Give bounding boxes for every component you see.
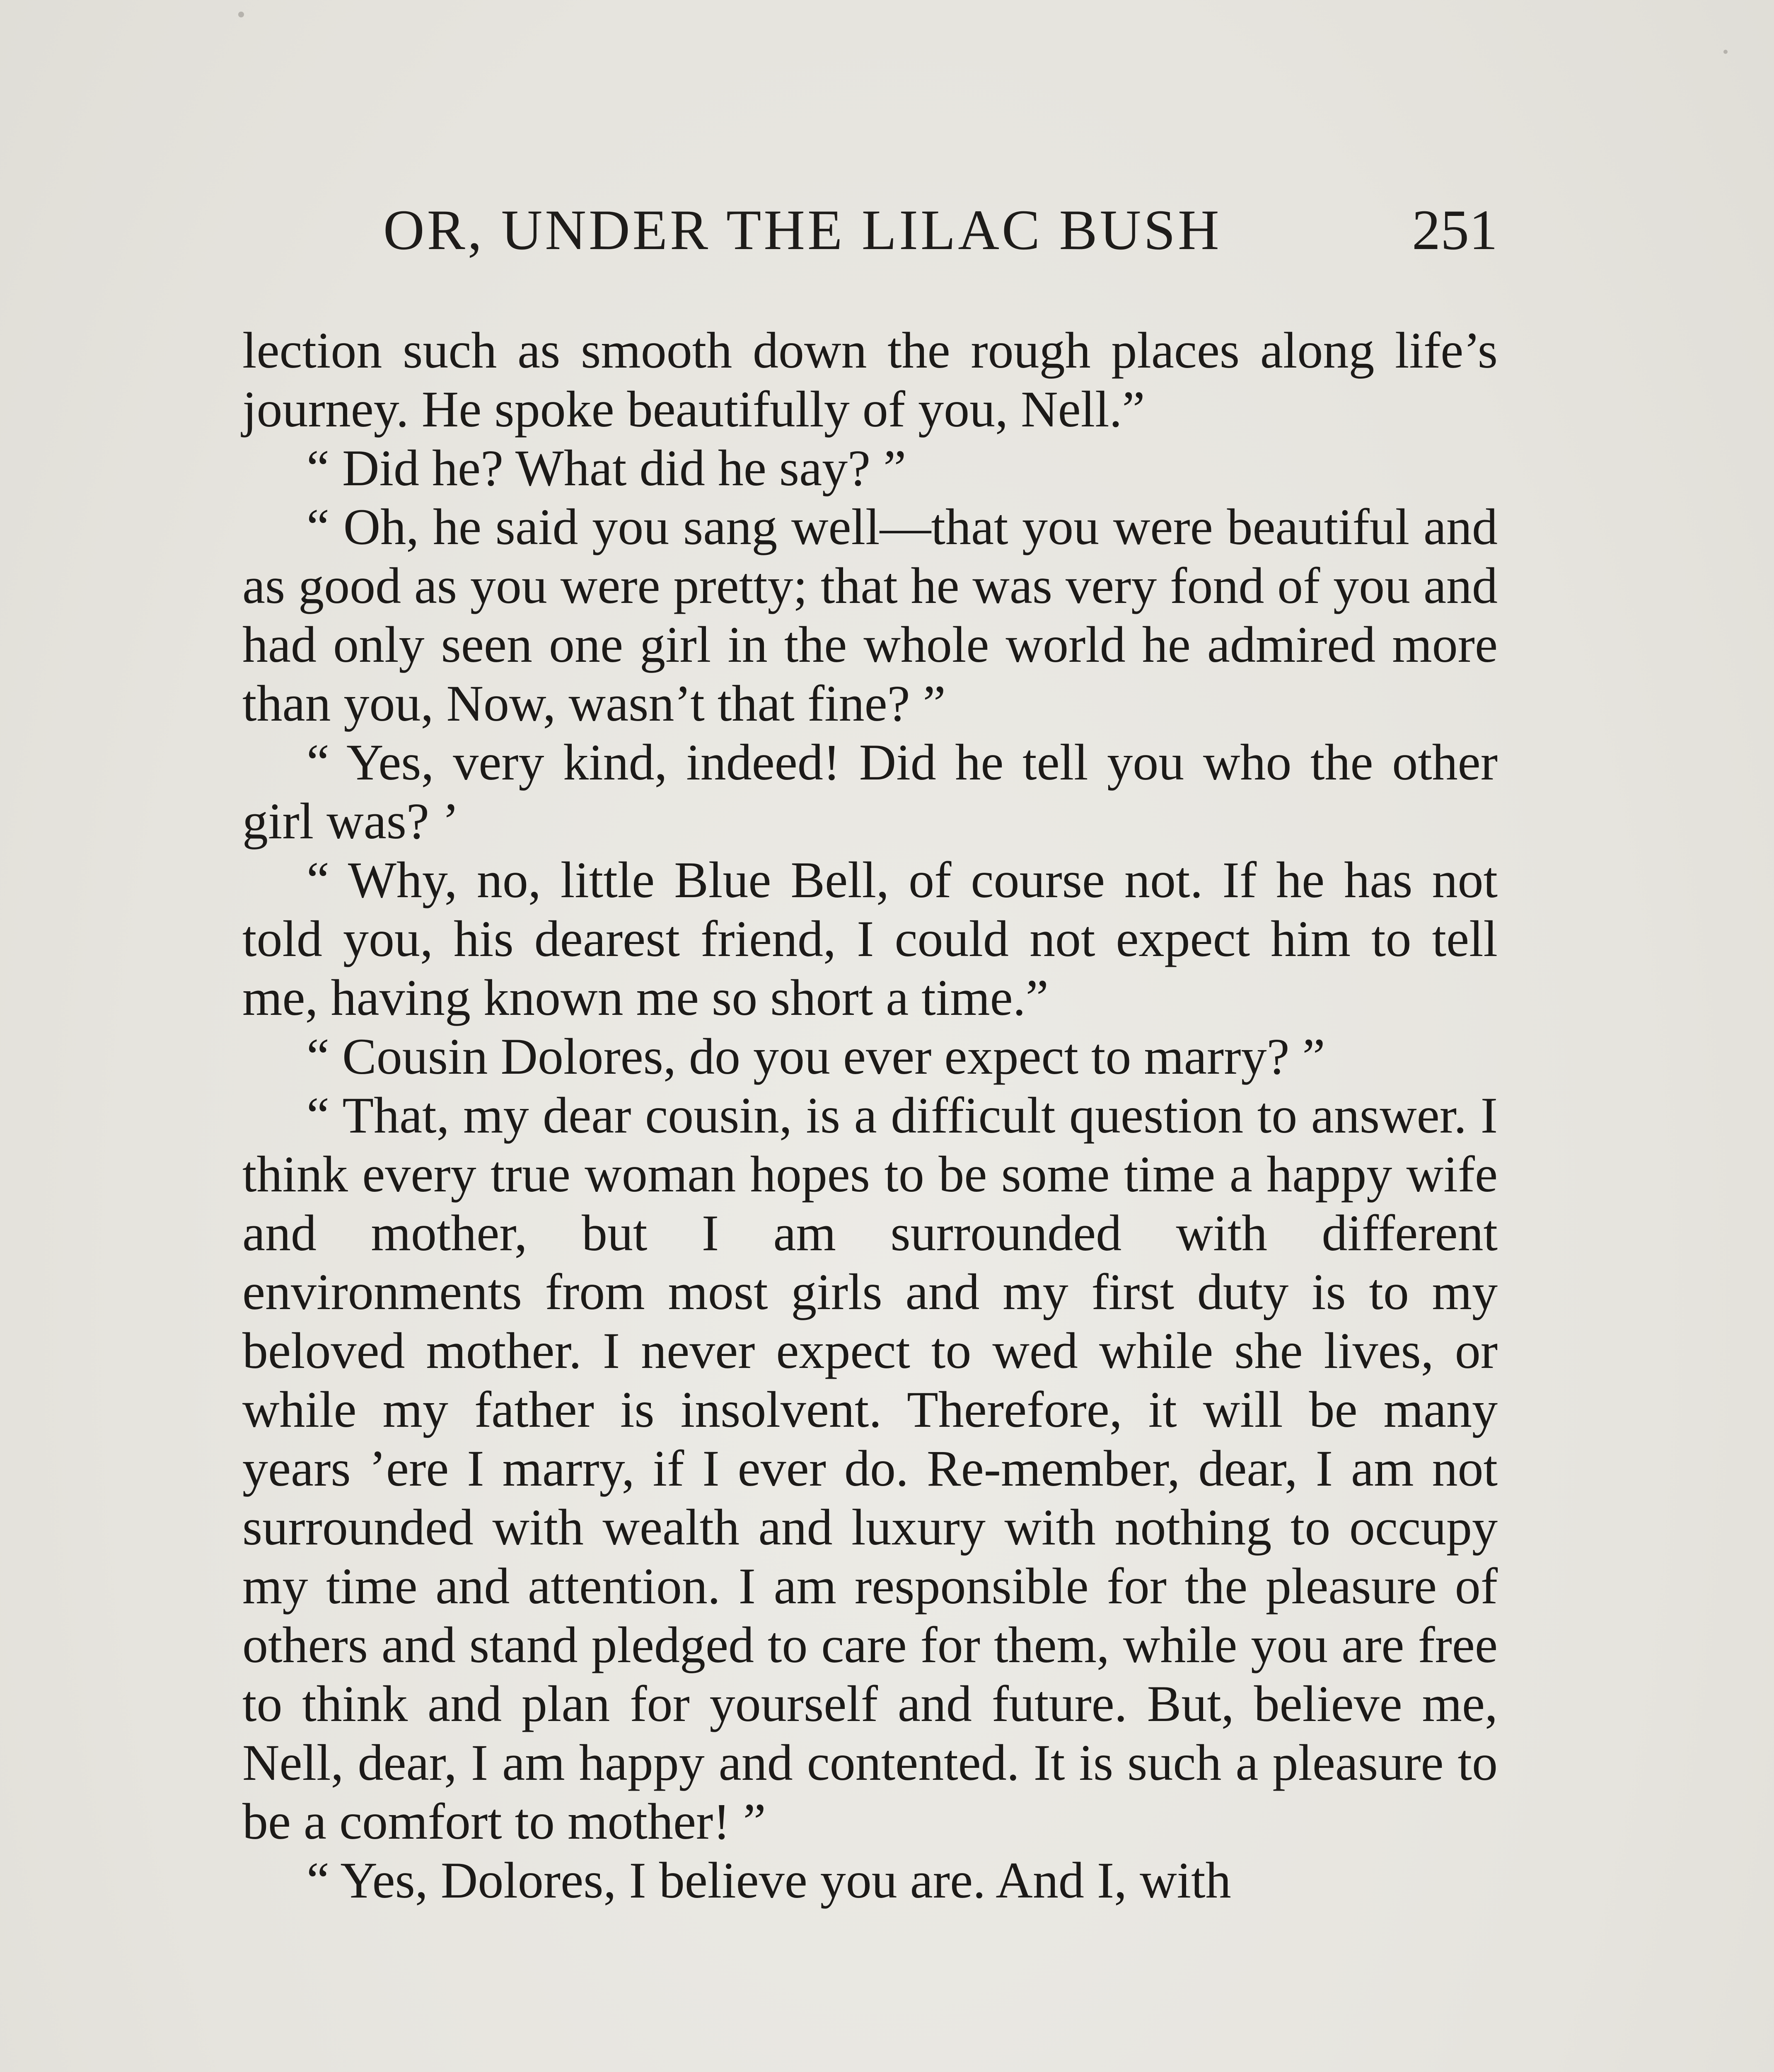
paragraph: lection such as smooth down the rough places along life’s journey. He spoke beautifully of you, Nell.” xyxy=(242,322,1498,438)
paper-speck xyxy=(238,12,244,17)
paragraph: “ Yes, Dolores, I believe you are. And I, with xyxy=(307,1852,1231,1909)
paragraph: “ Oh, he said you sang well—that you were beautiful and as good as you were pretty; that he was very fond of you and had only seen one girl in the whole world he admired more than you, Now, wasn’t that fine? ” xyxy=(242,499,1498,732)
body-text xyxy=(242,321,1498,1910)
paragraph: “ Cousin Dolores, do you ever expect to marry? ” xyxy=(307,1028,1325,1085)
running-header xyxy=(242,195,1498,265)
paper-speck xyxy=(1723,50,1728,54)
paragraph: “ Yes, very kind, indeed! Did he tell you who the other girl was? ’ xyxy=(242,734,1498,850)
running-title: OR, UNDER THE LILAC BUSH xyxy=(383,198,1222,261)
paragraph: “ Did he? What did he say? ” xyxy=(307,440,906,496)
paragraph: “ That, my dear cousin, is a difficult question to answer. I think every true woman hopes to be some time a happy wife and mother, but I am surrounded with different environments from most girls and my first duty is to my beloved mother. I never expect to wed while she lives, or while my father is insolvent. Therefore, it will be many years ’ere I marry, if I ever do. Re-member, dear, I am not surrounded with wealth and luxury with nothing to occupy my time and attention. I am responsible for the pleasure of others and stand pledged to care for them, while you are free to think and plan for yourself and future. But, believe me, Nell, dear, I am happy and contented. It is such a pleasure to be a comfort to mother! ” xyxy=(242,1087,1498,1850)
page-number: 251 xyxy=(1412,198,1498,261)
paragraph: “ Why, no, little Blue Bell, of course not. If he has not told you, his dearest friend, I could not expect him to tell me, having known me so short a time.” xyxy=(242,852,1498,1026)
